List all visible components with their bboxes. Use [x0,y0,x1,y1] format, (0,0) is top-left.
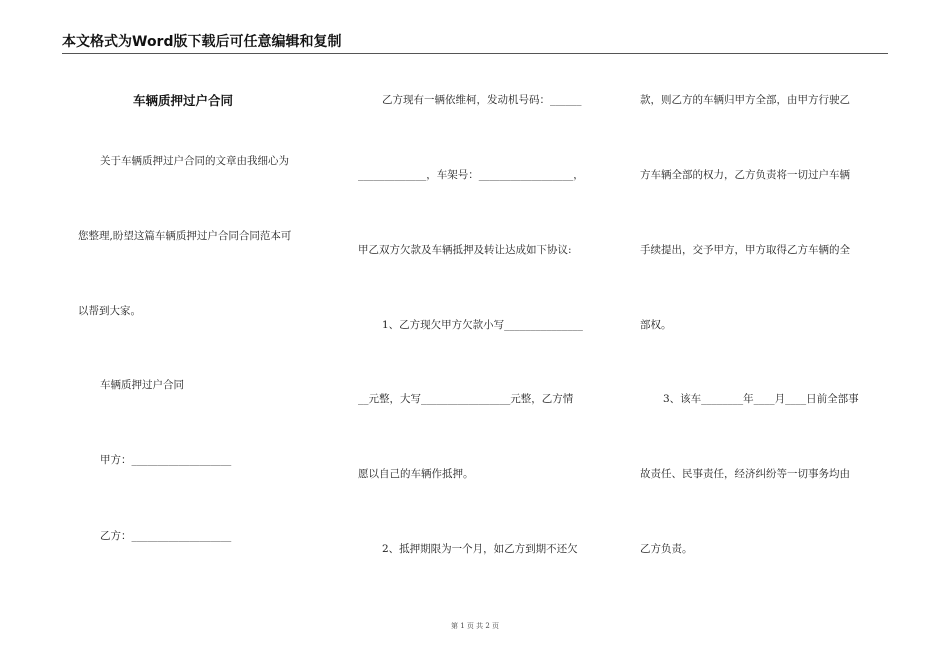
text-line: 手续提出，交予甲方，甲方取得乙方车辆的全 [640,244,850,256]
clause-1-line: 1、乙方现欠甲方欠款小写_______________ [382,319,583,331]
clause-3-line: 3、该车________年____月____日前全部事 [663,393,859,405]
text-line: 故责任、民事责任，经济纠纷等一切事务均由 [640,468,850,480]
page-number: 第 1 页 共 2 页 [450,622,500,630]
header-title: 本文格式为Word版下载后可任意编辑和复制 [62,34,342,50]
page-header [62,33,888,54]
text-line: 关于车辆质押过户合同的文章由我细心为 [100,155,289,167]
text-line: 以帮到大家。 [78,305,141,317]
text-line: 部权。 [640,319,672,331]
text-line: _____________，车架号：__________________， [358,169,584,181]
text-line: 乙方负责。 [640,543,693,555]
page-footer [0,621,950,631]
text-line: 甲乙双方欠款及车辆抵押及转让达成如下协议: [358,244,572,256]
text-line: 方车辆全部的权力，乙方负责将一切过户车辆 [640,169,850,181]
text-line: 乙方现有一辆依维柯，发动机号码：______ [382,94,582,106]
party-a-line: 甲方：___________________ [100,454,232,466]
text-line: 愿以自己的车辆作抵押。 [358,468,474,480]
text-line: 您整理,盼望这篇车辆质押过户合同合同范本可 [78,230,292,242]
clause-2-line: 2、抵押期限为一个月，如乙方到期不还欠 [382,543,578,555]
text-line: 款，则乙方的车辆归甲方全部，由甲方行驶乙 [640,94,850,106]
document-title: 车辆质押过户合同 [133,93,234,108]
text-line: __元整，大写_________________元整，乙方情 [358,393,574,405]
party-b-line: 乙方：___________________ [100,530,232,542]
section-heading: 车辆质押过户合同 [100,379,184,391]
